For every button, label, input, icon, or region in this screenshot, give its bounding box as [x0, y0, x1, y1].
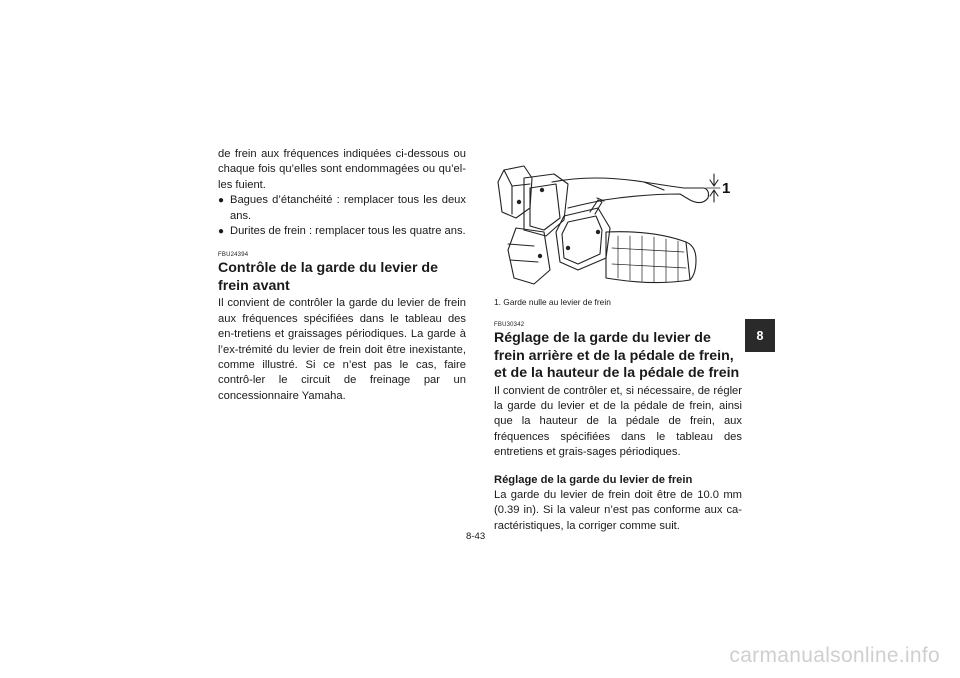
- section-code: FBU24394: [218, 252, 249, 259]
- figure-callout-number: 1: [722, 180, 731, 197]
- section-code: FBU30342: [494, 322, 525, 328]
- bullet-item: [218, 193, 466, 224]
- watermark: carmanualsonline.info: [729, 644, 940, 667]
- page-number: 8-43: [466, 531, 486, 542]
- right-column: [494, 321, 742, 534]
- figure-caption: 1. Garde nulle au levier de frein: [494, 297, 611, 307]
- subsection-body: La garde du levier de frein doit être de 10.0 mm (0.39 in). Si la valeur n’est pas conforme aux ca-ractéristiques, la corriger comme suit.: [494, 488, 742, 532]
- bullet-text: Bagues d’étanchéité : remplacer tous les deux ans.: [230, 194, 466, 222]
- bullet-text: Durites de frein : remplacer tous les quatre ans.: [230, 225, 466, 238]
- section-body: Il convient de contrôler et, si nécessaire, de régler la garde du levier et de la pédale de frein, ainsi que la hauteur de la pédale de frein, aux fréquences spécifiées dans le tableau des entretiens et grais-sages périodiques.: [494, 384, 742, 459]
- bullet-dot-icon: ●: [218, 195, 225, 207]
- section-body: Il convient de contrôler la garde du levier de frein aux fréquences spécifiées dans le tableau des en-tretiens et graissages périodiques. La garde à l’ex-trémité du levier de frein doit être inexistante, comme illustré. Si ce n’est pas le cas, faire contrô-ler le circuit de freinage par un concessionnaire Yamaha.: [218, 297, 466, 402]
- left-column: [218, 147, 466, 404]
- brake-lever-illustration: [494, 160, 754, 290]
- intro-paragraph: de frein aux fréquences indiquées ci-dessous ou chaque fois qu’elles sont endommagées ou qu’el-les fuient.: [218, 148, 466, 191]
- bullet-dot-icon: ●: [218, 226, 225, 238]
- subsection-heading: Réglage de la garde du levier de frein: [494, 473, 693, 486]
- bullet-item: [218, 224, 466, 239]
- section-heading: Contrôle de la garde du levier de frein avant: [218, 260, 438, 294]
- spacer: [494, 461, 742, 473]
- section-heading: Réglage de la garde du levier de frein arrière et de la pédale de frein, et de la hauteur de la pédale de frein: [494, 330, 740, 381]
- chapter-tab: 8: [745, 319, 775, 352]
- brake-lever-drawing: [494, 160, 754, 290]
